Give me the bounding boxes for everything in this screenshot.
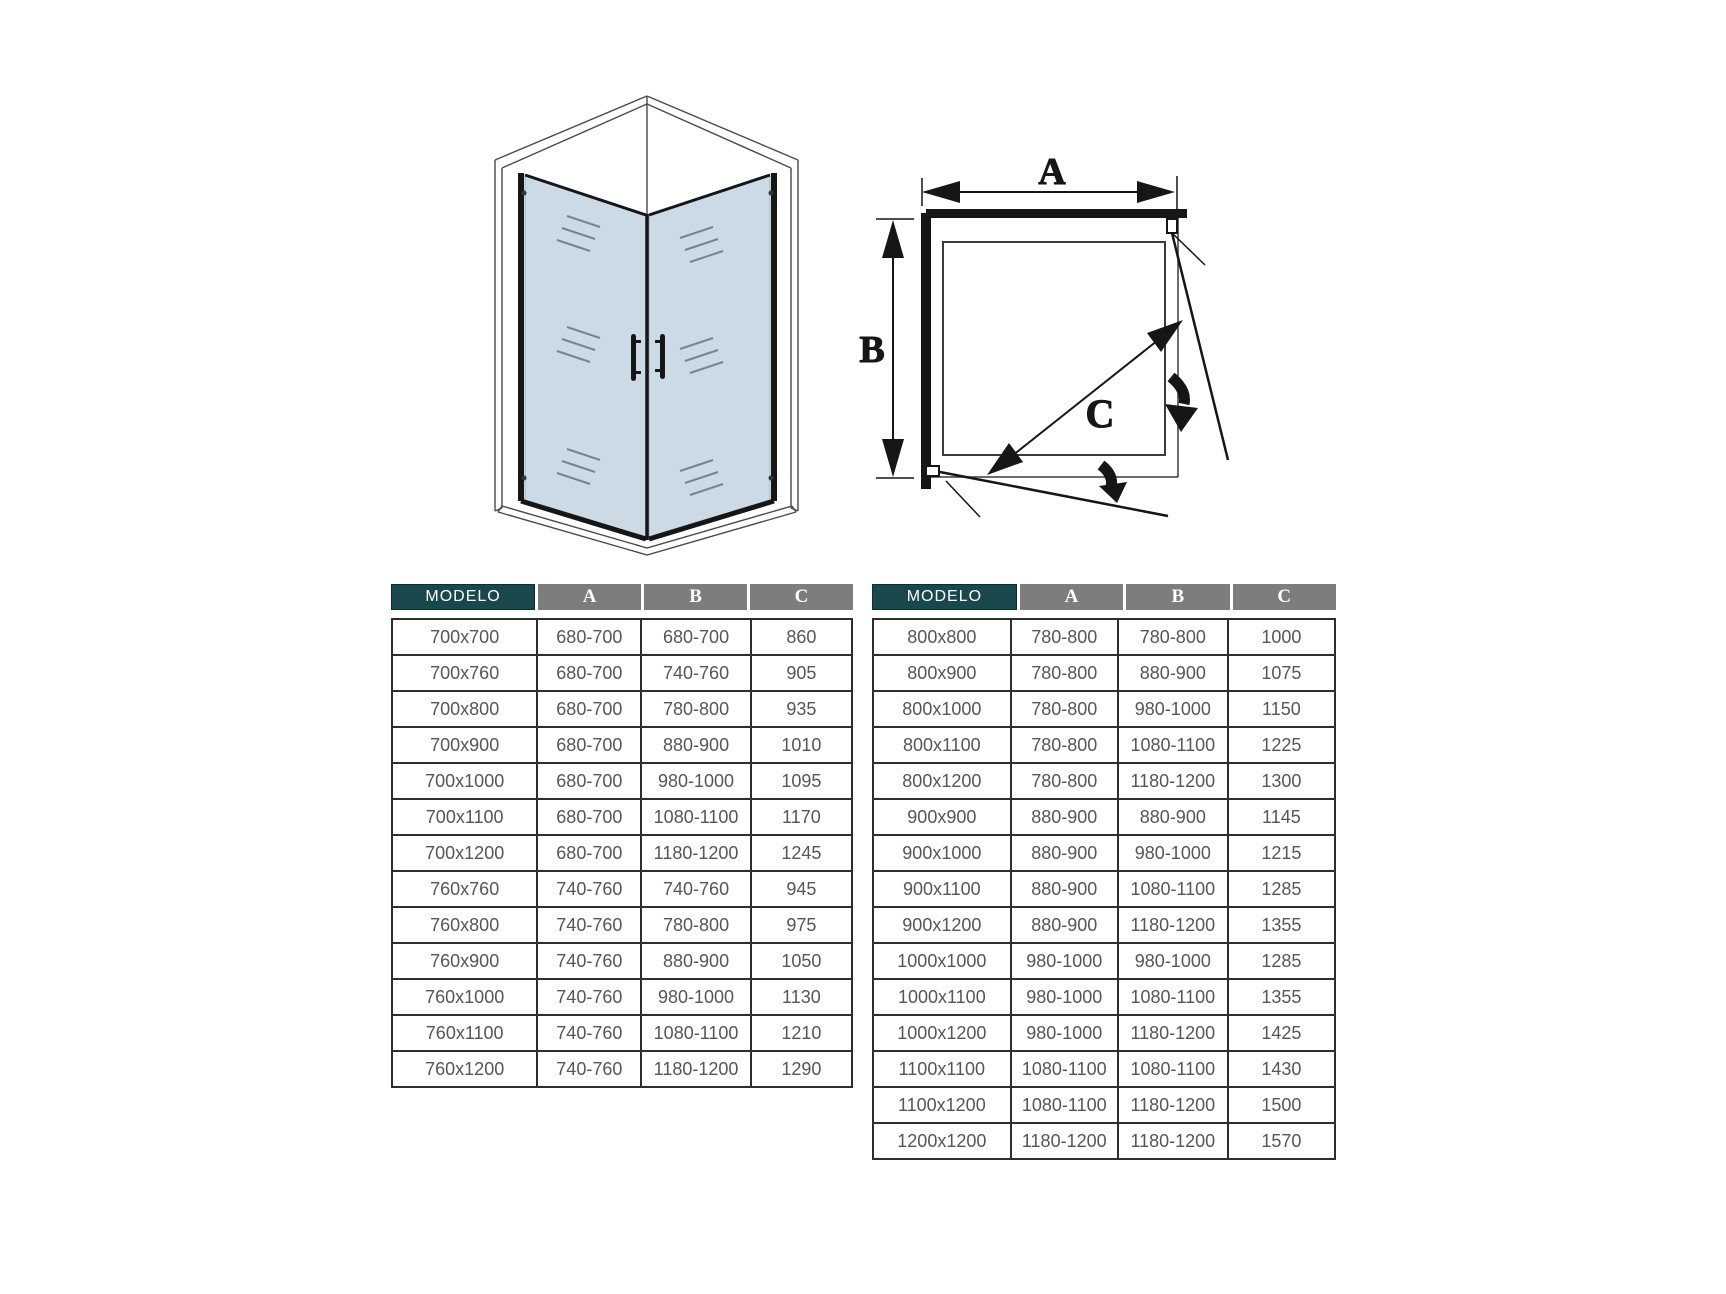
table-row [392, 1015, 852, 1051]
table-cell: 760x760 [392, 871, 537, 907]
table-cell: 1130 [751, 979, 852, 1015]
column-header-modelo: MODELO [872, 584, 1017, 610]
column-header-c: C [1233, 584, 1336, 610]
table-cell: 980-1000 [641, 763, 750, 799]
table-cell: 900x1000 [873, 835, 1011, 871]
table-row [873, 943, 1335, 979]
arrowhead-up-icon [882, 220, 904, 258]
table-cell: 1100x1100 [873, 1051, 1011, 1087]
table-row [873, 1123, 1335, 1159]
table-cell: 1095 [751, 763, 852, 799]
table-cell: 780-800 [1011, 655, 1118, 691]
table-cell: 700x760 [392, 655, 537, 691]
table-cell: 1150 [1228, 691, 1335, 727]
table-cell: 680-700 [641, 619, 750, 655]
table-cell: 900x900 [873, 799, 1011, 835]
table-cell: 1210 [751, 1015, 852, 1051]
table-cell: 680-700 [537, 799, 641, 835]
table-cell: 740-760 [537, 1015, 641, 1051]
table-cell: 1000x1100 [873, 979, 1011, 1015]
size-table-right-header [872, 584, 1336, 610]
table-cell: 1000 [1228, 619, 1335, 655]
table-cell: 1080-1100 [1118, 1051, 1228, 1087]
size-table-left-header [391, 584, 853, 610]
table-row [392, 943, 852, 979]
table-cell: 1080-1100 [1118, 727, 1228, 763]
table-cell: 780-800 [1011, 763, 1118, 799]
table-row [392, 727, 852, 763]
table-cell: 760x1100 [392, 1015, 537, 1051]
table-cell: 1570 [1228, 1123, 1335, 1159]
table-cell: 1075 [1228, 655, 1335, 691]
table-row [873, 691, 1335, 727]
table-cell: 1215 [1228, 835, 1335, 871]
table-row [392, 871, 852, 907]
table-cell: 780-800 [1011, 691, 1118, 727]
table-cell: 1200x1200 [873, 1123, 1011, 1159]
column-header-b: B [1126, 584, 1229, 610]
table-row [873, 1087, 1335, 1123]
table-cell: 880-900 [1118, 799, 1228, 835]
dimension-b-label: B [859, 329, 885, 371]
table-row [873, 1051, 1335, 1087]
table-cell: 680-700 [537, 763, 641, 799]
table-cell: 1000x1000 [873, 943, 1011, 979]
table-cell: 1225 [1228, 727, 1335, 763]
table-cell: 740-760 [537, 1051, 641, 1087]
table-cell: 1050 [751, 943, 852, 979]
table-cell: 1180-1200 [1118, 1015, 1228, 1051]
size-table-right-body [872, 618, 1336, 1160]
table-row [873, 907, 1335, 943]
table-cell: 740-760 [537, 907, 641, 943]
column-header-c: C [750, 584, 853, 610]
table-row [392, 655, 852, 691]
table-cell: 1245 [751, 835, 852, 871]
column-header-a: A [1020, 584, 1123, 610]
table-cell: 1080-1100 [641, 799, 750, 835]
bottom-door-swing [926, 466, 1168, 517]
table-cell: 1180-1200 [1118, 763, 1228, 799]
table-cell: 780-800 [1118, 619, 1228, 655]
table-cell: 760x800 [392, 907, 537, 943]
swing-arrowhead-icon [1099, 482, 1127, 503]
table-cell: 780-800 [1011, 619, 1118, 655]
table-row [392, 691, 852, 727]
table-cell: 880-900 [641, 943, 750, 979]
table-cell: 760x900 [392, 943, 537, 979]
table-cell: 780-800 [641, 691, 750, 727]
table-cell: 1100x1200 [873, 1087, 1011, 1123]
right-door-swing [1167, 219, 1228, 460]
table-cell: 760x1200 [392, 1051, 537, 1087]
dimension-a [922, 151, 1177, 218]
table-cell: 680-700 [537, 691, 641, 727]
table-cell: 1080-1100 [641, 1015, 750, 1051]
swing-arrowhead-icon [1165, 404, 1198, 432]
table-cell: 980-1000 [1011, 979, 1118, 1015]
table-cell: 980-1000 [641, 979, 750, 1015]
table-row [873, 763, 1335, 799]
table-cell: 700x800 [392, 691, 537, 727]
table-cell: 1180-1200 [641, 835, 750, 871]
table-cell: 680-700 [537, 727, 641, 763]
table-cell: 980-1000 [1011, 1015, 1118, 1051]
table-row [873, 871, 1335, 907]
table-cell: 980-1000 [1011, 943, 1118, 979]
table-cell: 980-1000 [1118, 691, 1228, 727]
table-cell: 1180-1200 [1118, 907, 1228, 943]
table-row [392, 1051, 852, 1087]
table-cell: 1500 [1228, 1087, 1335, 1123]
table-cell: 740-760 [641, 871, 750, 907]
table-cell: 905 [751, 655, 852, 691]
table-cell: 1300 [1228, 763, 1335, 799]
table-cell: 1080-1100 [1011, 1087, 1118, 1123]
table-cell: 740-760 [537, 979, 641, 1015]
table-cell: 760x1000 [392, 979, 537, 1015]
table-cell: 800x1000 [873, 691, 1011, 727]
table-cell: 1285 [1228, 871, 1335, 907]
size-table-right [872, 584, 1336, 1160]
table-cell: 860 [751, 619, 852, 655]
table-cell: 800x800 [873, 619, 1011, 655]
size-table-left [391, 584, 853, 1088]
table-row [873, 835, 1335, 871]
table-cell: 1080-1100 [1118, 871, 1228, 907]
table-cell: 1430 [1228, 1051, 1335, 1087]
table-cell: 880-900 [1118, 655, 1228, 691]
column-header-a: A [538, 584, 641, 610]
table-cell: 740-760 [641, 655, 750, 691]
table-cell: 880-900 [1011, 907, 1118, 943]
table-cell: 935 [751, 691, 852, 727]
dimension-c-label: C [1085, 391, 1115, 436]
table-cell: 1355 [1228, 979, 1335, 1015]
table-cell: 700x900 [392, 727, 537, 763]
tray-outline [931, 218, 1178, 477]
table-cell: 1180-1200 [1118, 1087, 1228, 1123]
table-cell: 740-760 [537, 943, 641, 979]
dimension-a-label: A [1038, 151, 1066, 193]
arrowhead-right-icon [1137, 181, 1175, 203]
table-row [873, 655, 1335, 691]
table-cell: 680-700 [537, 835, 641, 871]
table-row [873, 619, 1335, 655]
column-header-modelo: MODELO [391, 584, 535, 610]
table-cell: 1355 [1228, 907, 1335, 943]
table-cell: 800x1200 [873, 763, 1011, 799]
table-cell: 1180-1200 [1011, 1123, 1118, 1159]
table-cell: 780-800 [1011, 727, 1118, 763]
table-cell: 680-700 [537, 655, 641, 691]
table-cell: 680-700 [537, 619, 641, 655]
table-cell: 975 [751, 907, 852, 943]
table-cell: 1285 [1228, 943, 1335, 979]
table-cell: 740-760 [537, 871, 641, 907]
table-cell: 780-800 [641, 907, 750, 943]
table-cell: 700x1200 [392, 835, 537, 871]
table-cell: 980-1000 [1118, 835, 1228, 871]
table-cell: 945 [751, 871, 852, 907]
table-cell: 1180-1200 [641, 1051, 750, 1087]
table-cell: 980-1000 [1118, 943, 1228, 979]
table-cell: 900x1100 [873, 871, 1011, 907]
table-row [392, 763, 852, 799]
table-cell: 880-900 [1011, 835, 1118, 871]
table-row [873, 799, 1335, 835]
size-table-left-body [391, 618, 853, 1088]
table-cell: 1080-1100 [1118, 979, 1228, 1015]
top-view-dimension-diagram [850, 100, 1300, 545]
table-row [392, 979, 852, 1015]
table-cell: 1000x1200 [873, 1015, 1011, 1051]
table-cell: 1425 [1228, 1015, 1335, 1051]
table-row [873, 1015, 1335, 1051]
table-row [873, 727, 1335, 763]
table-cell: 1145 [1228, 799, 1335, 835]
table-cell: 1010 [751, 727, 852, 763]
table-cell: 800x900 [873, 655, 1011, 691]
table-row [392, 799, 852, 835]
table-cell: 1180-1200 [1118, 1123, 1228, 1159]
arrowhead-down-icon [882, 439, 904, 477]
table-row [392, 907, 852, 943]
table-cell: 880-900 [641, 727, 750, 763]
table-cell: 700x700 [392, 619, 537, 655]
isometric-shower-enclosure-diagram [430, 78, 850, 560]
table-cell: 800x1100 [873, 727, 1011, 763]
table-cell: 1080-1100 [1011, 1051, 1118, 1087]
table-cell: 880-900 [1011, 871, 1118, 907]
table-cell: 1170 [751, 799, 852, 835]
table-cell: 880-900 [1011, 799, 1118, 835]
table-cell: 700x1100 [392, 799, 537, 835]
column-header-b: B [644, 584, 747, 610]
dimension-b [859, 219, 914, 478]
table-cell: 900x1200 [873, 907, 1011, 943]
table-cell: 1290 [751, 1051, 852, 1087]
table-row [392, 835, 852, 871]
arrowhead-left-icon [922, 181, 960, 203]
table-row [873, 979, 1335, 1015]
table-cell: 700x1000 [392, 763, 537, 799]
table-row [392, 619, 852, 655]
